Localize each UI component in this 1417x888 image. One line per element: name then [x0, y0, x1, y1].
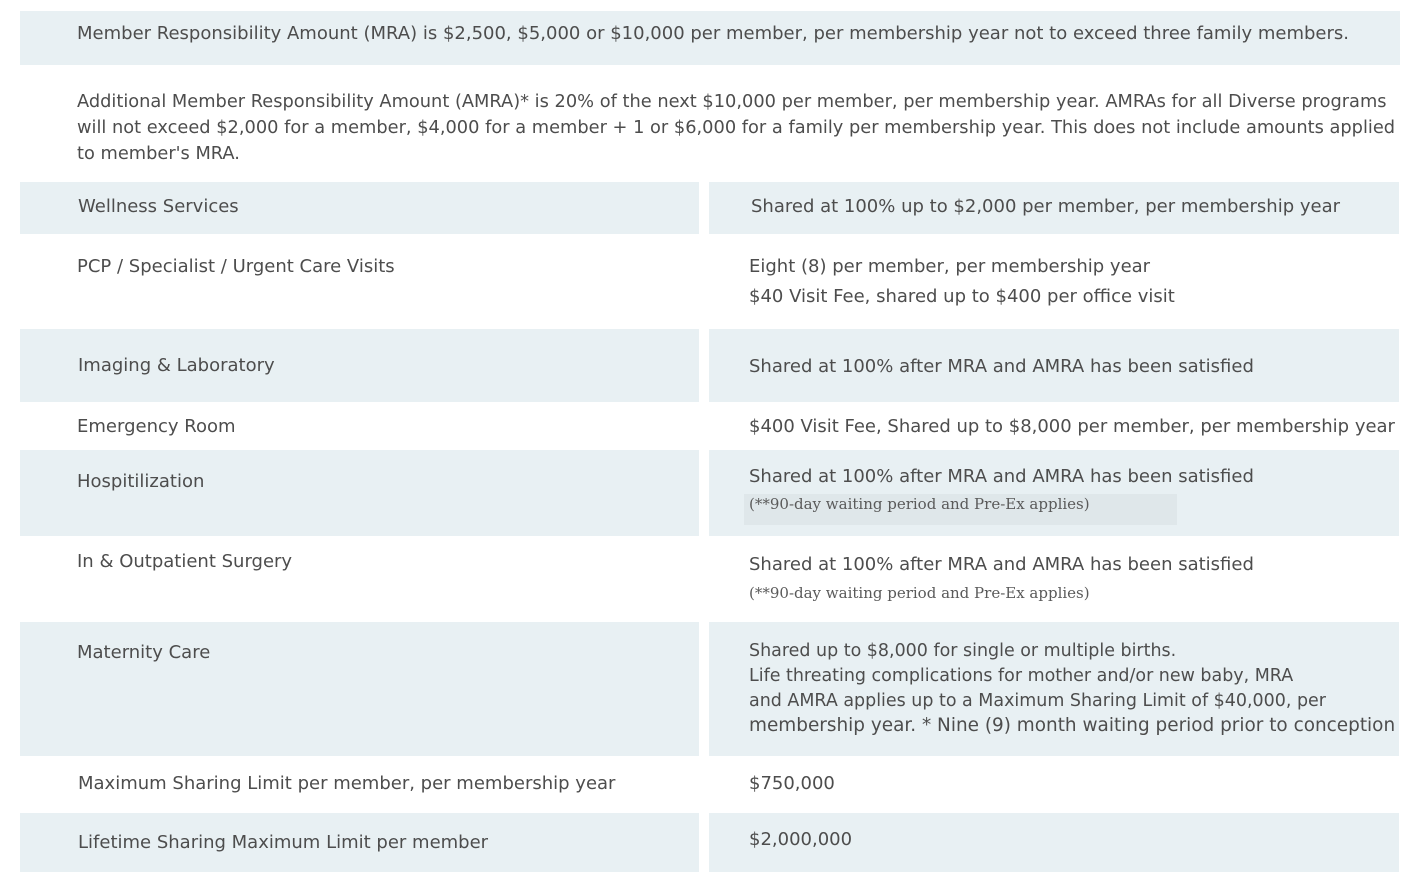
row-value-maternity-care	[749, 638, 1415, 738]
row-label-lifetime-sharing-limit: Lifetime Sharing Maximum Limit per member	[78, 832, 489, 853]
row-label-emergency-room: Emergency Room	[77, 416, 236, 437]
maternity-line-1: Shared up to $8,000 for single or multiple births.	[749, 640, 1177, 661]
row-label-maternity-care: Maternity Care	[77, 642, 211, 663]
row-value-outpatient-surgery: Shared at 100% after MRA and AMRA has been satisfied	[749, 554, 1254, 575]
row-value-imaging-laboratory: Shared at 100% after MRA and AMRA has been satisfied	[749, 356, 1254, 377]
row-value-pcp-visits-line-2: $40 Visit Fee, shared up to $400 per office visit	[749, 286, 1175, 307]
row-value-hospitilization: Shared at 100% after MRA and AMRA has been satisfied	[749, 466, 1254, 487]
row-value-emergency-room: $400 Visit Fee, Shared up to $8,000 per member, per membership year	[749, 416, 1395, 437]
row-label-maximum-sharing-limit: Maximum Sharing Limit per member, per membership year	[78, 773, 616, 794]
amra-line-3: to member's MRA.	[77, 143, 240, 164]
mra-text: Member Responsibility Amount (MRA) is $2,500, $5,000 or $10,000 per member, per membership year not to exceed three family members.	[77, 23, 1349, 44]
amra-paragraph	[77, 89, 1411, 167]
amra-line-2: will not exceed $2,000 for a member, $4,000 for a member + 1 or $6,000 for a family per membership year. This does not include amounts applied	[77, 117, 1396, 138]
row-value-pcp-visits-line-1: Eight (8) per member, per membership year	[749, 256, 1151, 277]
maternity-line-3: and AMRA applies up to a Maximum Sharing Limit of $40,000, per	[749, 690, 1326, 711]
maternity-line-2: Life threating complications for mother and/or new baby, MRA	[749, 665, 1294, 686]
row-label-pcp-visits: PCP / Specialist / Urgent Care Visits	[77, 256, 395, 277]
row-value-wellness-services: Shared at 100% up to $2,000 per member, per membership year	[751, 196, 1340, 217]
maternity-line-4: membership year. * Nine (9) month waiting period prior to conception	[749, 714, 1396, 736]
row-label-outpatient-surgery: In & Outpatient Surgery	[77, 551, 293, 572]
row-label-hospitilization: Hospitilization	[77, 471, 205, 492]
row-value-lifetime-sharing-limit: $2,000,000	[749, 829, 853, 850]
row-note-hospitilization: (**90-day waiting period and Pre-Ex applies)	[749, 495, 1090, 513]
row-label-wellness-services: Wellness Services	[78, 196, 239, 217]
row-label-imaging-laboratory: Imaging & Laboratory	[78, 355, 275, 376]
amra-line-1: Additional Member Responsibility Amount (AMRA)* is 20% of the next $10,000 per member, per membership year. AMRAs for all Diverse programs	[77, 91, 1387, 112]
row-value-maximum-sharing-limit: $750,000	[749, 773, 835, 794]
row-note-outpatient-surgery: (**90-day waiting period and Pre-Ex applies)	[749, 584, 1090, 602]
